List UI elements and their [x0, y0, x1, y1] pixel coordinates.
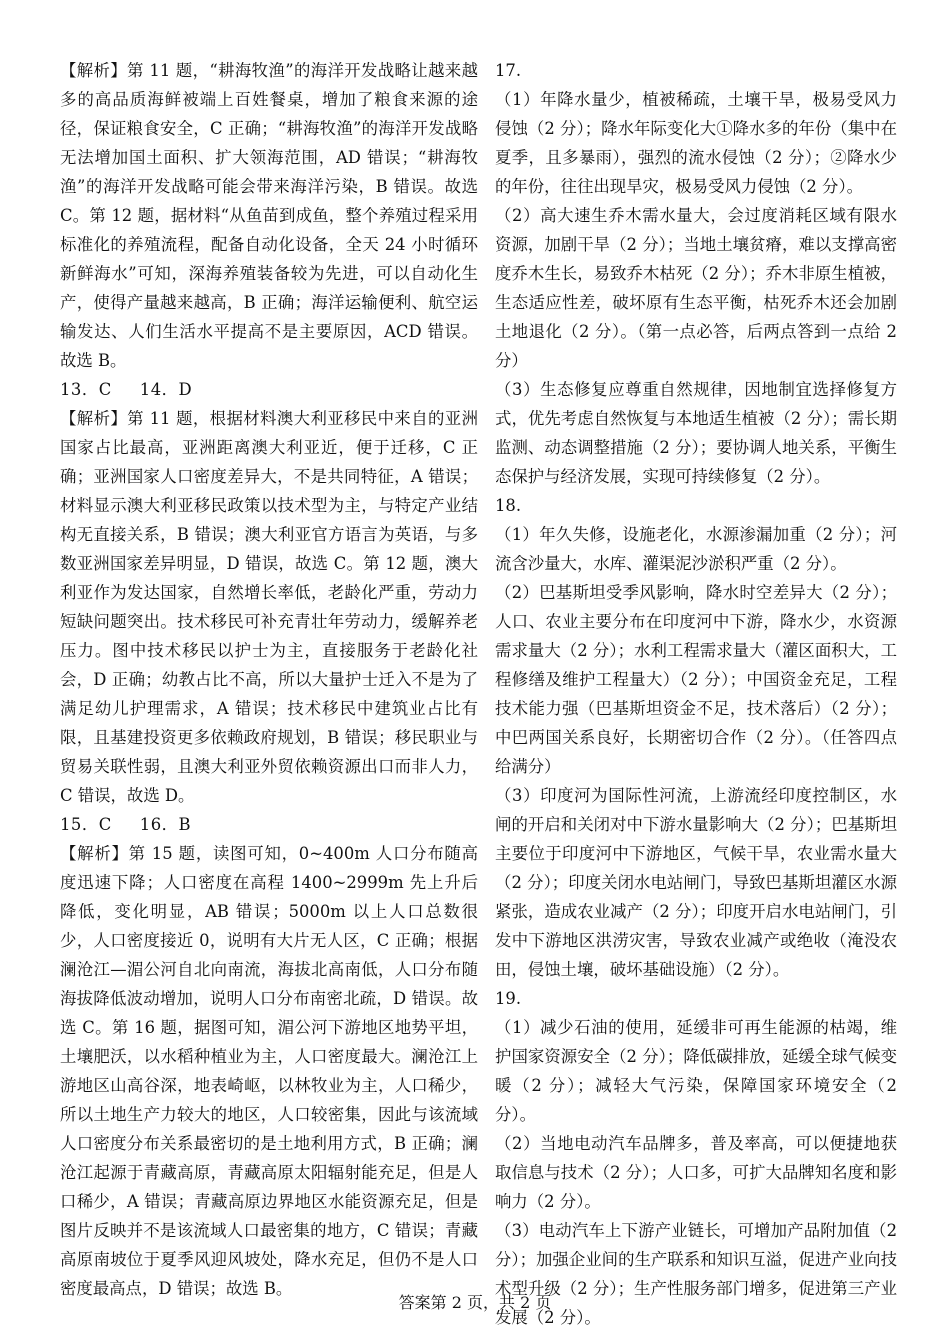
answer-17-part-1: （1）年降水量少，植被稀疏，土壤干旱，极易受风力侵蚀（2 分）；降水年际变化大①降水多的年份（集中在夏季，且多暴雨），强烈的流水侵蚀（2 分）；②降水少的年份，往往出现旱灾，极易受风力侵蚀（2 分）。: [495, 90, 897, 196]
question-17-title: 17.: [495, 61, 522, 80]
answer-16: 16．B: [139, 815, 192, 834]
answer-18-part-3: （3）印度河为国际性河流，上游流经印度控制区，水闸的开启和关闭对中下游水量影响大（2 分）；巴基斯坦主要位于印度河中下游地区，气候干旱，农业需水量大（2 分）；印度关闭水电站闸门，导致巴基斯坦灌区水源紧张，造成农业减产（2 分）；印度开启水电站闸门，引发中下游地区洪涝灾害，导致农业减产或绝收（淹没农田，侵蚀土壤，破坏基础设施）（2 分）。: [495, 786, 897, 979]
analysis-q13-14: 【解析】第 11 题，根据材料澳大利亚移民中来自的亚洲国家占比最高，亚洲距离澳大利亚近，便于迁移，C 正确；亚洲国家人口密度差异大，不是共同特征，A 错误；材料显示澳大利亚移民政策以技术型为主，与特定产业结构无直接关系，B 错误；澳大利亚官方语言为英语，与多数亚洲国家差异明显，D 错误，故选 C。第 12 题，澳大利亚作为发达国家，自然增长率低，老龄化严重，劳动力短缺问题突出。技术移民可补充青壮年劳动力，缓解养老压力。图中技术移民以护士为主，直接服务于老龄化社会，D 正确；幼教占比不高，所以大量护士迁入不是为了满足幼儿护理需求，A 错误；技术移民中建筑业占比有限，且基建投资更多依赖政府规划，B 错误；移民职业与贸易关联性弱，且澳大利亚外贸依赖资源出口而非人力，C 错误，故选 D。: [60, 409, 478, 805]
answer-17-part-3: （3）生态修复应尊重自然规律，因地制宜选择修复方式，优先考虑自然恢复与本地适生植被（2 分）；需长期监测、动态调整措施（2 分）；要协调人地关系，平衡生态保护与经济发展，实现可持续修复（2 分）。: [495, 380, 897, 486]
answer-19-part-1: （1）减少石油的使用，延缓非可再生能源的枯竭，维护国家资源安全（2 分）；降低碳排放，延缓全球气候变暖（2 分）；减轻大气污染，保障国家环境安全（2 分）。: [495, 1018, 897, 1124]
answer-row-13-14: [60, 375, 478, 404]
answer-18-part-2: （2）巴基斯坦受季风影响，降水时空差异大（2 分）；人口、农业主要分布在印度河中下游，降水少，水资源需求量大（2 分）；水利工程需求量大（灌区面积大，工程修缮及维护工程量大）（2 分）；中国资金充足，工程技术能力强（巴基斯坦资金不足，技术落后）（2 分）；中巴两国关系良好，长期密切合作（2 分）。（任答四点给满分）: [495, 583, 897, 776]
left-column: [60, 56, 478, 1303]
answer-14: 14．D: [139, 380, 193, 399]
answer-17-part-2: （2）高大速生乔木需水量大，会过度消耗区域有限水资源，加剧干旱（2 分）；当地土壤贫瘠，难以支撑高密度乔木生长，易致乔木枯死（2 分）；乔木非原生植被，生态适应性差，破坏原有生态平衡，枯死乔木还会加剧土地退化（2 分）。（第一点必答，后两点答到一点给 2 分）: [495, 206, 897, 370]
answer-13: 13．C: [60, 380, 112, 399]
answer-18-part-1: （1）年久失修，设施老化，水源渗漏加重（2 分）；河流含沙量大，水库、灌渠泥沙淤积严重（2 分）。: [495, 525, 897, 573]
answer-19-part-3: （3）电动汽车上下游产业链长，可增加产品附加值（2 分）；加强企业间的生产联系和知识互溢，促进产业向技术型升级（2 分）；生产性服务部门增多，促进第三产业发展（2 分）。: [495, 1221, 897, 1327]
analysis-q15-16: 【解析】第 15 题，读图可知，0~400m 人口分布随高度迅速下降；人口密度在高程 1400~2999m 先上升后降低，变化明显，AB 错误；5000m 以上人口总数很少，人口密度接近 0，说明有大片无人区，C 正确；根据澜沧江—湄公河自北向南流，海拔北高南低，人口分布随海拔降低波动增加，说明人口分布南密北疏，D 错误。故选 C。第 16 题，据图可知，湄公河下游地区地势平坦，土壤肥沃，以水稻种植业为主，人口密度最大。澜沧江上游地区山高谷深，地表崎岖，以林牧业为主，人口稀少，所以土地生产力较大的地区，人口较密集，因此与该流域人口密度分布关系最密切的是土地利用方式，B 正确；澜沧江起源于青藏高原，青藏高原太阳辐射能充足，但是人口稀少，A 错误；青藏高原边界地区水能资源充足，但是图片反映并不是该流域人口最密集的地方，C 错误；青藏高原南坡位于夏季风迎风坡处，降水充足，但仍不是人口密度最高点，D 错误；故选 B。: [60, 844, 478, 1298]
question-19-title: 19.: [495, 989, 522, 1008]
page-footer: 答案第 2 页，共 2 页: [398, 1293, 552, 1312]
answer-row-15-16: [60, 810, 478, 839]
answer-19-part-2: （2）当地电动汽车品牌多，普及率高，可以便捷地获取信息与技术（2 分）；人口多，可扩大品牌知名度和影响力（2 分）。: [495, 1134, 897, 1211]
analysis-q11-12: 【解析】第 11 题，“耕海牧渔”的海洋开发战略让越来越多的高品质海鲜被端上百姓餐桌，增加了粮食来源的途径，保证粮食安全，C 正确；“耕海牧渔”的海洋开发战略无法增加国土面积、扩大领海范围，AD 错误；“耕海牧渔”的海洋开发战略可能会带来海洋污染，B 错误。故选 C。第 12 题，据材料“从鱼苗到成鱼，整个养殖过程采用标准化的养殖流程，配备自动化设备，全天 24 小时循环新鲜海水”可知，深海养殖装备较为先进，可以自动化生产，使得产量越来越高，B 正确；海洋运输便利、航空运输发达、人们生活水平提高不是主要原因，ACD 错误。故选 B。: [60, 61, 478, 370]
question-18-title: 18.: [495, 496, 522, 515]
answer-15: 15．C: [60, 815, 112, 834]
right-column: [495, 56, 897, 1332]
